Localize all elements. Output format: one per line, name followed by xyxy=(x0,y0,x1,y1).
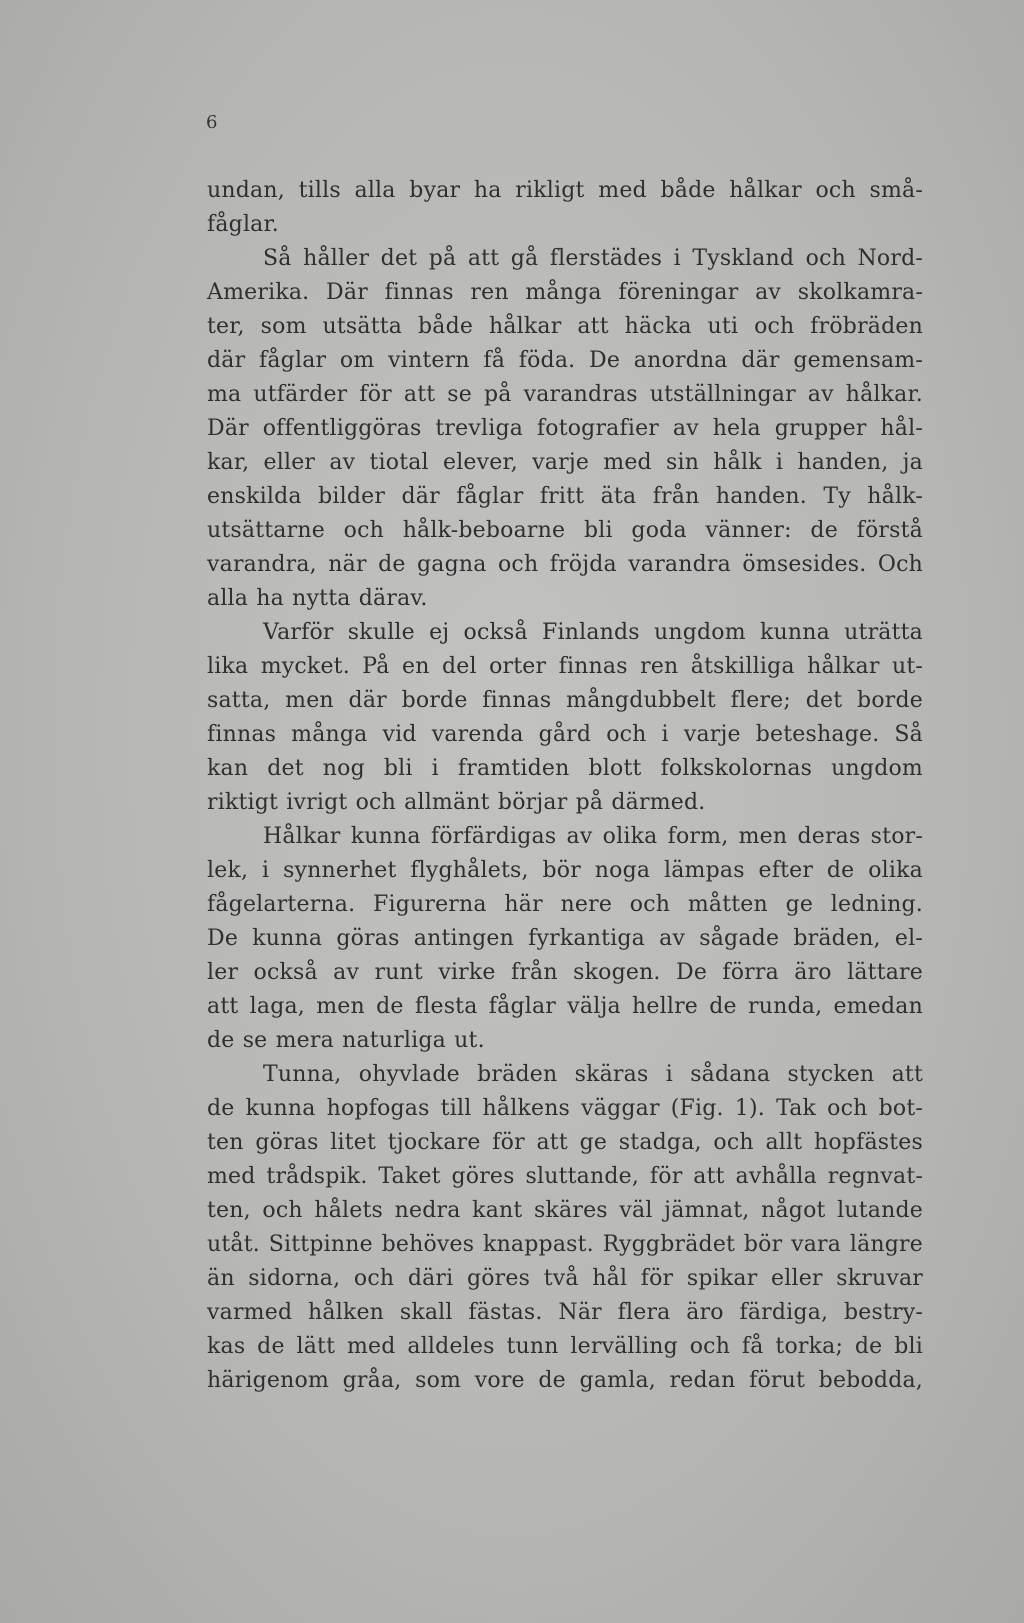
text-line: kar, eller av tiotal elever, varje med sin hålk i handen, ja xyxy=(207,450,923,475)
text-line: med trådspik. Taket göres sluttande, för att avhålla regnvat- xyxy=(207,1164,923,1189)
text-line: utsättarne och hålk-beboarne bli goda vänner: de förstå xyxy=(207,518,923,543)
text-line: ter, som utsätta både hålkar att häcka uti och fröbräden xyxy=(207,314,923,339)
text-line: varmed hålken skall fästas. När flera äro färdiga, bestry- xyxy=(207,1300,923,1325)
text-line: ten, och hålets nedra kant skäres väl jämnat, något lutande xyxy=(207,1198,923,1223)
text-line: finnas många vid varenda gård och i varje beteshage. Så xyxy=(207,722,923,747)
text-line: de kunna hopfogas till hålkens väggar (Fig. 1). Tak och bot- xyxy=(207,1096,923,1121)
text-line: satta, men där borde finnas mångdubbelt flere; det borde xyxy=(207,688,923,713)
text-line: Amerika. Där finnas ren många föreningar av skolkamra- xyxy=(207,280,923,305)
text-line: de se mera naturliga ut. xyxy=(207,1028,485,1053)
body-text xyxy=(207,174,923,1398)
text-line: ten göras litet tjockare för att ge stadga, och allt hopfästes xyxy=(207,1130,923,1155)
text-line: kan det nog bli i framtiden blott folkskolornas ungdom xyxy=(207,756,923,781)
text-line: varandra, när de gagna och fröjda varandra ömsesides. Och xyxy=(207,552,923,577)
text-line: kas de lätt med alldeles tunn lervälling och få torka; de bli xyxy=(207,1334,923,1359)
text-line: härigenom gråa, som vore de gamla, redan förut bebodda, xyxy=(207,1368,923,1393)
text-line: undan, tills alla byar ha rikligt med både hålkar och små- xyxy=(207,178,923,203)
text-line: Varför skulle ej också Finlands ungdom kunna uträtta xyxy=(263,620,923,645)
text-line: alla ha nytta därav. xyxy=(207,586,428,611)
text-line: fågelarterna. Figurerna här nere och måtten ge ledning. xyxy=(207,892,923,917)
text-line: Där offentliggöras trevliga fotografier av hela grupper hål- xyxy=(207,416,923,441)
text-line: Så håller det på att gå flerstädes i Tyskland och Nord- xyxy=(263,246,923,271)
text-line: lika mycket. På en del orter finnas ren åtskilliga hålkar ut- xyxy=(207,654,923,679)
text-line: lek, i synnerhet flyghålets, bör noga lämpas efter de olika xyxy=(207,858,923,883)
text-line: där fåglar om vintern få föda. De anordna där gemensam- xyxy=(207,348,923,373)
text-line: ma utfärder för att se på varandras utställningar av hålkar. xyxy=(207,382,923,407)
text-line: än sidorna, och däri göres två hål för spikar eller skruvar xyxy=(207,1266,923,1291)
page-number: 6 xyxy=(206,112,218,133)
text-line: Tunna, ohyvlade bräden skäras i sådana stycken att xyxy=(263,1062,923,1087)
text-line: utåt. Sittpinne behöves knappast. Ryggbrädet bör vara längre xyxy=(207,1232,923,1257)
text-line: fåglar. xyxy=(207,212,279,237)
text-line: Hålkar kunna förfärdigas av olika form, men deras stor- xyxy=(263,824,923,849)
text-line: enskilda bilder där fåglar fritt äta från handen. Ty hålk- xyxy=(207,484,923,509)
text-line: De kunna göras antingen fyrkantiga av sågade bräden, el- xyxy=(207,926,923,951)
text-line: riktigt ivrigt och allmänt börjar på därmed. xyxy=(207,790,706,815)
text-line: ler också av runt virke från skogen. De förra äro lättare xyxy=(207,960,923,985)
text-line: att laga, men de flesta fåglar välja hellre de runda, emedan xyxy=(207,994,923,1019)
